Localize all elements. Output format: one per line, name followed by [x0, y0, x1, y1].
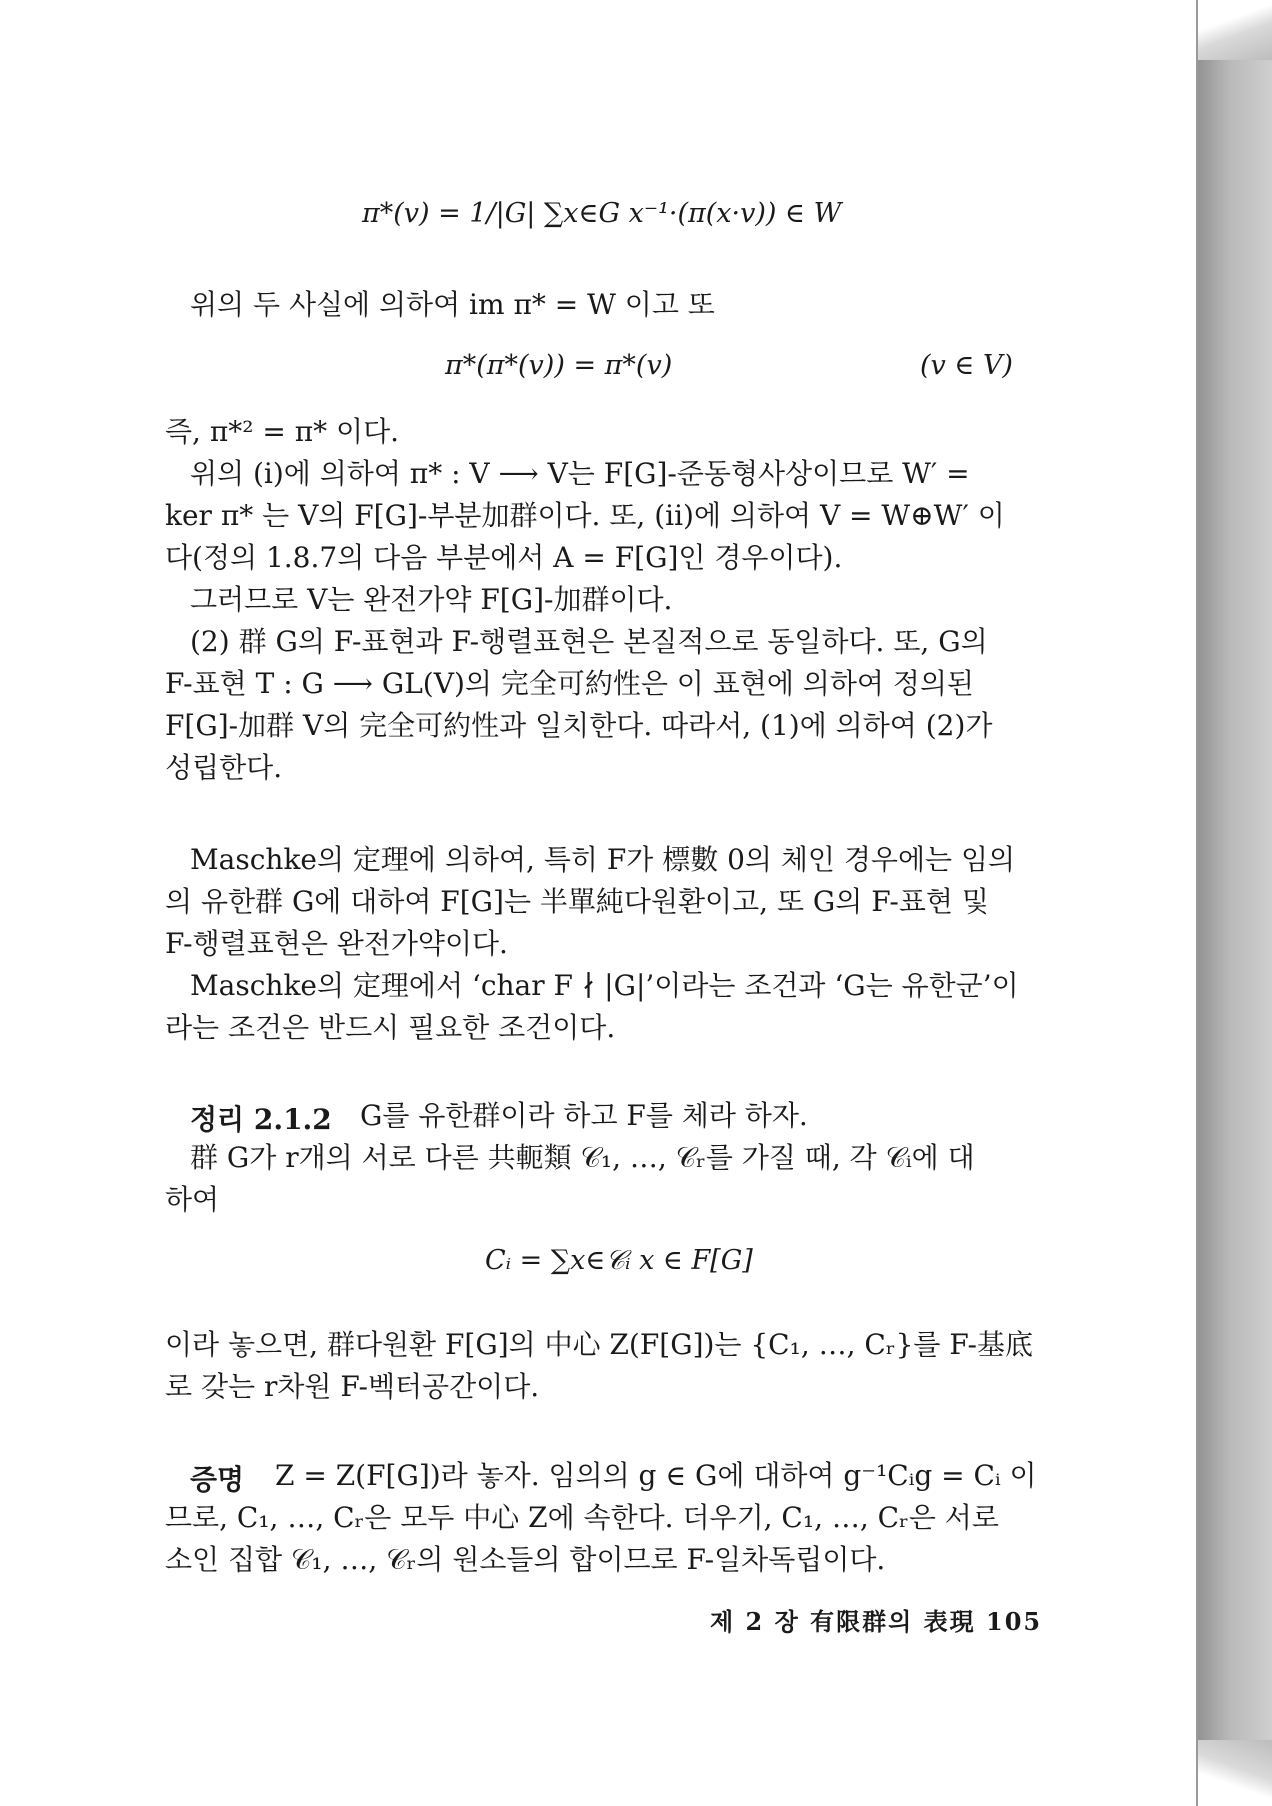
text-line: 의 유한群 G에 대하여 F[G]는 半單純다원환이고, 또 G의 F-표현 및: [165, 885, 989, 918]
text-line: 즉, π*² = π* 이다.: [165, 415, 400, 448]
theorem-heading: 정리 2.1.2: [190, 1103, 332, 1136]
equation-class-sum: Cᵢ = ∑x∈𝒞ᵢ x ∈ F[G]: [485, 1245, 753, 1276]
text-line: 므로, C₁, …, Cᵣ은 모두 中心 Z에 속한다. 더우기, C₁, …, Cᵣ은 서로: [165, 1501, 999, 1534]
equation-pi-star: π*(v) = 1/|G| ∑x∈G x⁻¹·(π(x·v)) ∈ W: [362, 198, 842, 229]
text-line: ker π* 는 V의 F[G]-부분加群이다. 또, (ii)에 의하여 V = W⊕W′ 이: [165, 499, 1005, 532]
text-line: 群 G가 r개의 서로 다른 共軛類 𝒞₁, …, 𝒞ᵣ를 가질 때, 각 𝒞ᵢ에 대: [190, 1141, 975, 1174]
proof-heading: 증명: [190, 1463, 245, 1496]
text-line: 이라 놓으면, 群다원환 F[G]의 中心 Z(F[G])는 {C₁, …, Cᵣ}를 F-基底: [165, 1328, 1033, 1361]
text-line: (2) 群 G의 F-표현과 F-행렬표현은 본질적으로 동일하다. 또, G의: [190, 625, 988, 658]
text-line: 성립한다.: [165, 751, 283, 784]
book-side-edge: [1195, 0, 1272, 1806]
proof-first-line: Z = Z(F[G])라 놓자. 임의의 g ∈ G에 대하여 g⁻¹Cᵢg = Cᵢ 이: [275, 1459, 1037, 1492]
text-line: F[G]-加群 V의 完全可約性과 일치한다. 따라서, (1)에 의하여 (2)가: [165, 709, 993, 742]
text-line: F-행렬표현은 완전가약이다.: [165, 927, 508, 960]
text-line: Maschke의 定理에서 ‘char F ∤ |G|’이라는 조건과 ‘G는 유한군’이: [190, 969, 1019, 1002]
equation-condition: (v ∈ V): [920, 350, 1013, 381]
text-line: F-표현 T : G ⟶ GL(V)의 完全可約性은 이 표현에 의하여 정의된: [165, 667, 974, 700]
text-line: Maschke의 定理에 의하여, 특히 F가 標數 0의 체인 경우에는 임의: [190, 843, 1016, 876]
theorem-statement: G를 유한群이라 하고 F를 체라 하자.: [360, 1099, 808, 1132]
text-line: 소인 집합 𝒞₁, …, 𝒞ᵣ의 원소들의 합이므로 F-일차독립이다.: [165, 1543, 886, 1576]
text-line: 그러므로 V는 완전가약 F[G]-加群이다.: [190, 583, 673, 616]
text-line: 라는 조건은 반드시 필요한 조건이다.: [165, 1011, 616, 1044]
text-line: 다(정의 1.8.7의 다음 부분에서 A = F[G]인 경우이다).: [165, 541, 843, 574]
text-line: 하여: [165, 1183, 220, 1216]
text-line: 로 갖는 r차원 F-벡터공간이다.: [165, 1370, 540, 1403]
text-line: 위의 (i)에 의하여 π* : V ⟶ V는 F[G]-준동형사상이므로 W′ =: [190, 457, 970, 490]
text-line: 위의 두 사실에 의하여 im π* = W 이고 또: [190, 288, 715, 321]
equation-idempotent: π*(π*(v)) = π*(v): [445, 350, 673, 381]
page-footer: 제 2 장 有限群의 表現 105: [710, 1607, 1043, 1636]
